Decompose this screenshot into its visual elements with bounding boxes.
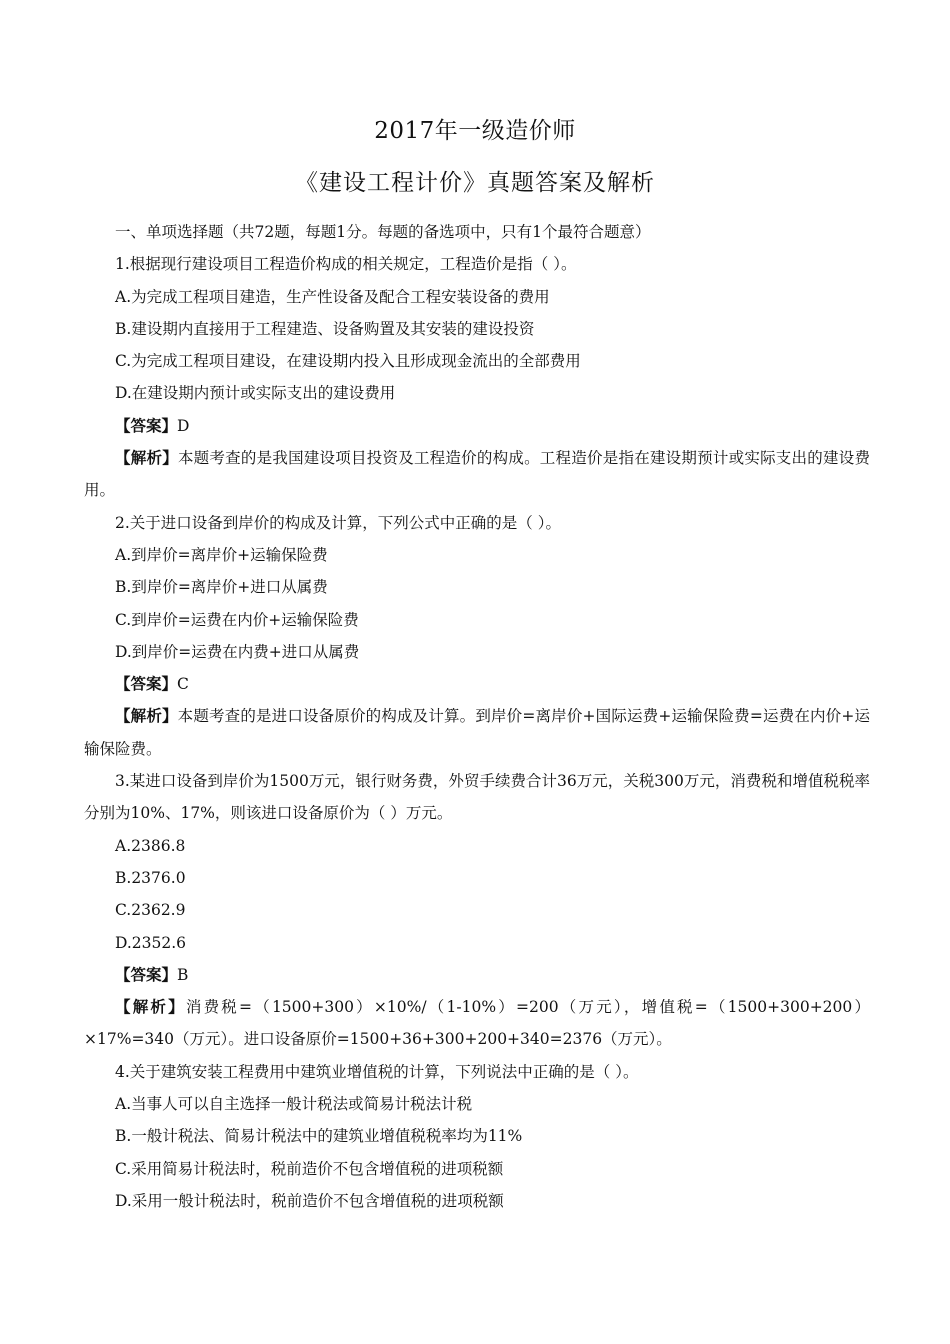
analysis-text: 本题考查的是我国建设项目投资及工程造价的构成。工程造价是指在建设期预计或实际支出的建设费用。 xyxy=(84,449,870,500)
question-4-option-a: A.当事人可以自主选择一般计税法或简易计税法计税 xyxy=(115,1095,473,1114)
question-1-option-d: D.在建设期内预计或实际支出的建设费用 xyxy=(115,384,396,403)
question-2-option-c: C.到岸价=运费在内价+运输保险费 xyxy=(115,610,359,629)
question-3-option-d: D.2352.6 xyxy=(115,933,187,952)
question-1-option-b: B.建设期内直接用于工程建造、设备购置及其安装的建设投资 xyxy=(115,319,535,338)
analysis-text: 本题考查的是进口设备原价的构成及计算。到岸价=离岸价+国际运费+运输保险费=运费在内价+运输保险费。 xyxy=(84,707,870,758)
answer-value: D xyxy=(177,416,190,435)
question-3-analysis xyxy=(84,991,870,1056)
question-2-option-b: B.到岸价=离岸价+进口从属费 xyxy=(115,578,328,597)
question-2-answer xyxy=(84,668,870,700)
question-1-analysis xyxy=(84,442,870,507)
question-4-option-c: C.采用简易计税法时，税前造价不包含增值税的进项税额 xyxy=(115,1159,504,1178)
document-title-year: 2017年一级造价师 xyxy=(374,118,576,144)
question-3-option-b: B.2376.0 xyxy=(115,868,186,887)
question-3-answer xyxy=(84,959,870,991)
section-heading: 一、单项选择题（共72题，每题1分。每题的备选项中，只有1个最符合题意） xyxy=(115,223,651,241)
answer-label: 【答案】 xyxy=(115,964,178,984)
question-1-option-c: C.为完成工程项目建设，在建设期内投入且形成现金流出的全部费用 xyxy=(115,352,581,371)
answer-value: B xyxy=(177,965,189,984)
question-2-option-a: A.到岸价=离岸价+运输保险费 xyxy=(115,545,328,564)
answer-label: 【答案】 xyxy=(115,415,178,435)
question-4-stem: 4.关于建筑安装工程费用中建筑业增值税的计算，下列说法中正确的是（ ）。 xyxy=(115,1062,639,1081)
question-3-stem: 3.某进口设备到岸价为1500万元，银行财务费，外贸手续费合计36万元，关税300万元，消费税和增值税税率分别为10%、17%，则该进口设备原价为（ ）万元。 xyxy=(84,772,870,823)
question-1-option-a: A.为完成工程项目建造，生产性设备及配合工程安装设备的费用 xyxy=(115,287,550,306)
question-1-answer xyxy=(84,410,870,442)
document-body xyxy=(84,216,870,1217)
question-4-option-b: B.一般计税法、简易计税法中的建筑业增值税税率均为11% xyxy=(115,1127,523,1146)
document-title-subject: 《建设工程计价》真题答案及解析 xyxy=(295,170,655,196)
question-2-stem: 2.关于进口设备到岸价的构成及计算，下列公式中正确的是（ ）。 xyxy=(115,513,561,532)
question-3-option-a: A.2386.8 xyxy=(115,836,186,855)
answer-label: 【答案】 xyxy=(115,674,178,694)
question-1-stem: 1.根据现行建设项目工程造价构成的相关规定，工程造价是指（ ）。 xyxy=(115,255,577,274)
analysis-label: 【解析】 xyxy=(115,706,178,726)
question-2-option-d: D.到岸价=运费在内费+进口从属费 xyxy=(115,642,360,661)
question-2-analysis xyxy=(84,700,870,765)
answer-value: C xyxy=(177,675,189,694)
analysis-label: 【解析】 xyxy=(115,997,186,1017)
analysis-label: 【解析】 xyxy=(115,448,178,468)
question-4-option-d: D.采用一般计税法时，税前造价不包含增值税的进项税额 xyxy=(115,1191,504,1210)
analysis-text: 消费税=（1500+300）×10%/（1-10%）=200（万元），增值税=（1500+300+200）×17%=340（万元）。进口设备原价=1500+36+300+200+340=2376（万元）。 xyxy=(84,998,870,1049)
question-3-option-c: C.2362.9 xyxy=(115,901,186,920)
